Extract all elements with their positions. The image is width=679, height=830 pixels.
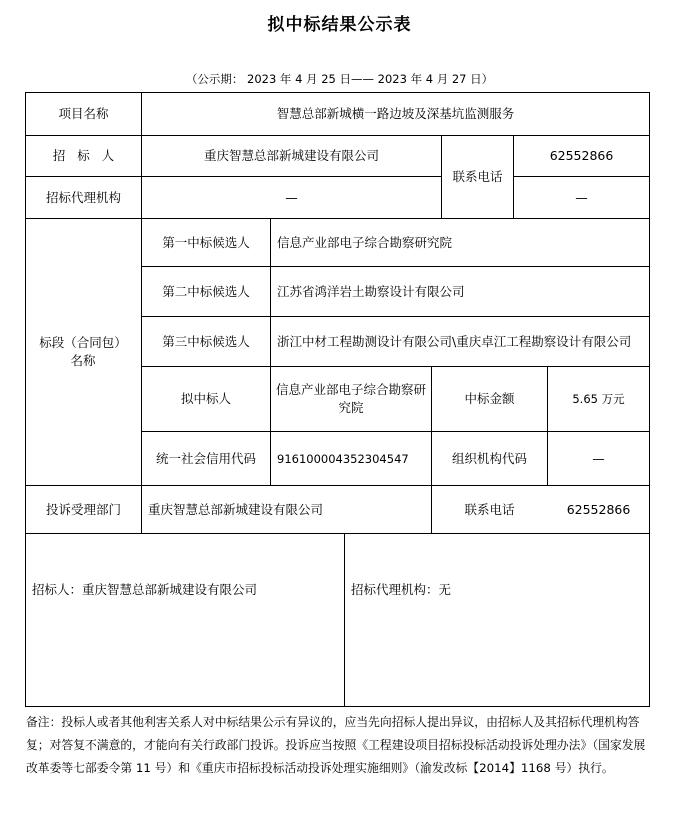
agency-label: 招标代理机构 (45, 189, 121, 205)
credit-code-value: 916100004352304547 (277, 451, 409, 466)
publicity-period: （公示期： 2023 年 4 月 25 日—— 2023 年 4 月 27 日） (185, 72, 494, 86)
tenderer-label: 招 标 人 (52, 148, 115, 163)
candidate-2-label: 第二中标候选人 (162, 283, 250, 299)
agency-value: — (285, 189, 298, 205)
candidate-3-value: 浙江中材工程勘测设计有限公司\重庆卓江工程勘察设计有限公司 (277, 333, 632, 349)
complaint-label: 投诉受理部门 (45, 501, 121, 517)
org-code-value: — (592, 450, 605, 466)
tenderer-phone-label: 联系电话 (452, 169, 503, 184)
page-title: 拟中标结果公示表 (267, 15, 412, 35)
complaint-phone-label: 联系电话 (464, 501, 515, 517)
project-name-value: 智慧总部新城横一路边坡及深基坑监测服务 (276, 106, 515, 121)
candidate-1-label: 第一中标候选人 (162, 234, 250, 250)
amount-value: 5.65 万元 (572, 392, 625, 406)
complaint-value: 重庆智慧总部新城建设有限公司 (148, 501, 324, 517)
signature-agency: 招标代理机构：无 (351, 582, 452, 597)
candidate-3-label: 第三中标候选人 (162, 333, 250, 349)
section-label: 标段（合同包）名称 (39, 335, 127, 368)
amount-label: 中标金额 (464, 391, 515, 406)
org-code-label: 组织机构代码 (451, 450, 527, 466)
signature-tenderer: 招标人：重庆智慧总部新城建设有限公司 (32, 582, 258, 597)
tenderer-value: 重庆智慧总部新城建设有限公司 (203, 148, 379, 163)
credit-code-label: 统一社会信用代码 (155, 450, 256, 466)
complaint-phone: 62552866 (566, 501, 631, 517)
winner-label: 拟中标人 (180, 391, 231, 406)
candidate-2-value: 江苏省鸿洋岩土勘察设计有限公司 (277, 283, 465, 299)
remarks-note: 备注：投标人或者其他利害关系人对中标结果公示有异议的，应当先向招标人提出异议，由招标人及其招标代理机构答复；对答复不满意的，才能向有关行政部门投诉。投诉应当按照《工程建设项目招标投标活动投诉处理办法》（国家发展改革委等七部委令第 11 号）和《重庆市招标投标活动投诉处理实施细则》（渝发改标【2014】1168 号）执行。 (26, 715, 646, 775)
tenderer-phone: 62552866 (549, 148, 614, 163)
agency-phone: — (575, 189, 588, 205)
winner-value: 信息产业部电子综合勘察研究院 (276, 382, 427, 415)
candidate-1-value: 信息产业部电子综合勘察研究院 (277, 234, 453, 250)
project-name-label: 项目名称 (58, 106, 109, 121)
